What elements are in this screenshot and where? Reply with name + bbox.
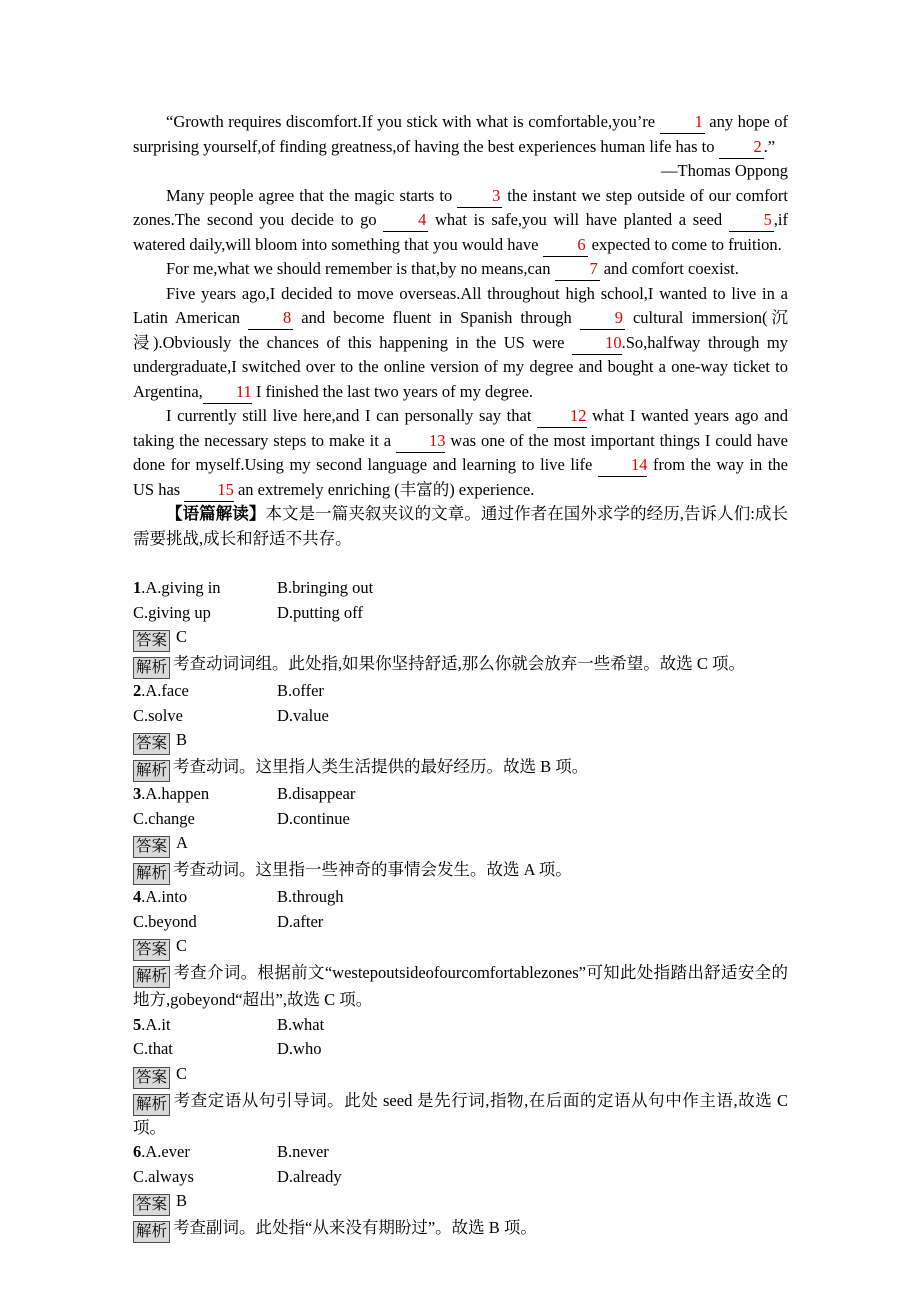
answer-letter: A: [176, 833, 188, 852]
answer-badge: 答案: [133, 836, 170, 858]
option-row: [133, 807, 788, 832]
cloze-blank-3: 3: [457, 186, 502, 208]
passage-summary: 【语篇解读】本文是一篇夹叙夹议的文章。通过作者在国外求学的经历,告诉人们:成长需要挑战,成长和舒适不共存。: [133, 504, 789, 548]
cloze-blank-13: 13: [396, 431, 446, 453]
option-row: [133, 1140, 788, 1165]
question-number: 6: [133, 1142, 142, 1161]
question-block-3: [133, 782, 788, 885]
analysis-text: 考查动词。这里指一些神奇的事情会发生。故选 A 项。: [173, 860, 572, 879]
option-b: B.disappear: [277, 784, 356, 803]
answer-line: [133, 934, 788, 961]
attribution-line: —Thomas Oppong: [661, 161, 788, 180]
answer-letter: C: [176, 627, 188, 646]
answer-badge: 答案: [133, 1067, 170, 1089]
option-row: [133, 1165, 788, 1190]
answer-badge: 答案: [133, 1194, 170, 1216]
option-b: B.what: [277, 1014, 325, 1034]
analysis-text: 考查副词。此处指“从来没有期盼过”。故选 B 项。: [173, 1218, 537, 1237]
analysis-badge: 解析: [133, 760, 170, 782]
option-row: [133, 910, 788, 935]
cloze-blank-14: 14: [598, 455, 648, 477]
answer-letter: C: [176, 936, 188, 955]
question-number: 2: [133, 681, 142, 700]
option-a: 2.A.face: [133, 681, 189, 700]
analysis-badge: 解析: [133, 1221, 170, 1243]
question-block-1: [133, 576, 788, 679]
answer-line: [133, 728, 788, 755]
document-content: [133, 110, 788, 1243]
question-number: 1: [133, 578, 142, 597]
passage-paragraph-4: Five years ago,I decided to move overseas.All throughout high school,I wanted to live in a Latin American 8 and become fluent in Spanish through 9 cultural immersion(沉浸).Obviously the chances of this happening in the US were 10.So,halfway through my undergraduate,I switched over to the online version of my degree and bought a one-way ticket to Argentina, 11 I finished the last two years of my degree.: [133, 282, 788, 405]
analysis-text: 考查动词词组。此处指,如果你坚持舒适,那么你就会放弃一些希望。故选 C 项。: [173, 654, 746, 673]
option-row: [133, 1037, 788, 1062]
cloze-blank-9: 9: [580, 308, 625, 330]
answer-letter: B: [176, 1191, 188, 1210]
question-block-2: [133, 679, 788, 782]
option-a: 4.A.into: [133, 887, 188, 906]
cloze-blank-5: 5: [729, 210, 774, 232]
option-row: [133, 885, 788, 910]
answer-badge: 答案: [133, 630, 170, 652]
option-d: D.putting off: [277, 602, 363, 622]
cloze-passage: [133, 110, 788, 551]
analysis-line: [133, 652, 788, 679]
cloze-blank-11: 11: [203, 382, 252, 404]
answer-line: [133, 1189, 788, 1216]
cloze-blank-7: 7: [555, 259, 600, 281]
analysis-text: 考查定语从句引导词。此处 seed 是先行词,指物,在后面的定语从句中作主语,故选 C 项。: [133, 1090, 788, 1137]
option-b: B.bringing out: [277, 578, 374, 597]
quote-paragraph: “Growth requires discomfort.If you stick with what is comfortable,you’re 1 any hope of surprising yourself,of finding greatness,of having the best experiences human life has to 2 .”: [133, 110, 788, 159]
analysis-line: [133, 1216, 788, 1243]
questions-section: [133, 576, 788, 1243]
option-d: D.after: [277, 911, 324, 931]
question-number: 3: [133, 784, 142, 803]
option-a: 1.A.giving in: [133, 578, 221, 597]
option-row: [133, 679, 788, 704]
option-row: [133, 782, 788, 807]
analysis-badge: 解析: [133, 1094, 170, 1116]
option-b: B.offer: [277, 681, 324, 700]
answer-letter: B: [176, 730, 188, 749]
analysis-line: [133, 755, 788, 782]
option-d: D.already: [277, 1166, 342, 1186]
option-c: C.that: [133, 1039, 173, 1058]
cloze-blank-4: 4: [383, 210, 428, 232]
analysis-line: [133, 858, 788, 885]
answer-line: [133, 831, 788, 858]
question-block-6: [133, 1140, 788, 1243]
cloze-blank-15: 15: [184, 480, 234, 502]
option-a: 3.A.happen: [133, 784, 210, 803]
summary-label: 【语篇解读】: [166, 504, 266, 523]
passage-paragraph-2: Many people agree that the magic starts to 3 the instant we step outside of our comfort zones.The second you decide to go 4 what is safe,you will have planted a seed 5 ,if watered daily,will bloom into something that you would have 6 expected to come to fruition.: [133, 184, 788, 258]
option-c: C.change: [133, 808, 195, 828]
analysis-badge: 解析: [133, 657, 170, 679]
option-row: [133, 576, 788, 601]
analysis-badge: 解析: [133, 966, 170, 988]
question-block-5: [133, 1013, 788, 1141]
answer-badge: 答案: [133, 939, 170, 961]
option-d: D.who: [277, 1039, 322, 1058]
answer-line: [133, 625, 788, 652]
analysis-badge: 解析: [133, 863, 170, 885]
answer-letter: C: [176, 1063, 188, 1083]
option-a: 6.A.ever: [133, 1142, 190, 1161]
option-b: B.through: [277, 887, 344, 906]
cloze-blank-1: 1: [660, 112, 705, 134]
option-c: C.solve: [133, 705, 183, 725]
option-row: [133, 1013, 788, 1038]
analysis-line: [133, 961, 788, 1013]
answer-badge: 答案: [133, 733, 170, 755]
option-row: [133, 704, 788, 729]
cloze-blank-8: 8: [248, 308, 293, 330]
passage-paragraph-3: For me,what we should remember is that,by no means,can 7 and comfort coexist.: [133, 257, 788, 282]
option-c: C.always: [133, 1166, 194, 1186]
cloze-blank-6: 6: [543, 235, 588, 257]
cloze-blank-12: 12: [537, 406, 587, 428]
option-d: D.continue: [277, 808, 350, 828]
option-d: D.value: [277, 705, 329, 725]
cloze-blank-2: 2: [719, 137, 764, 159]
analysis-line: [133, 1089, 788, 1141]
option-c: C.beyond: [133, 911, 197, 931]
option-b: B.never: [277, 1142, 329, 1161]
passage-paragraph-5: I currently still live here,and I can personally say that 12 what I wanted years ago and taking the necessary steps to make it a 13 was one of the most important things I could have done for myself.Using my second language and learning to live life 14 from the way in the US has 15 an extremely enriching (丰富的) experience.: [133, 404, 788, 502]
analysis-text: 考查动词。这里指人类生活提供的最好经历。故选 B 项。: [173, 757, 589, 776]
analysis-text: 考查介词。根据前文“westepoutsideofourcomfortablezones”可知此处指踏出舒适安全的地方,gobeyond“超出”,故选 C 项。: [133, 963, 788, 1009]
option-a: 5.A.it: [133, 1014, 171, 1034]
option-row: [133, 601, 788, 626]
option-c: C.giving up: [133, 602, 211, 622]
answer-line: [133, 1062, 788, 1089]
question-block-4: [133, 885, 788, 1013]
question-number: 5: [133, 1014, 142, 1034]
question-number: 4: [133, 887, 142, 906]
cloze-blank-10: 10: [572, 333, 622, 355]
